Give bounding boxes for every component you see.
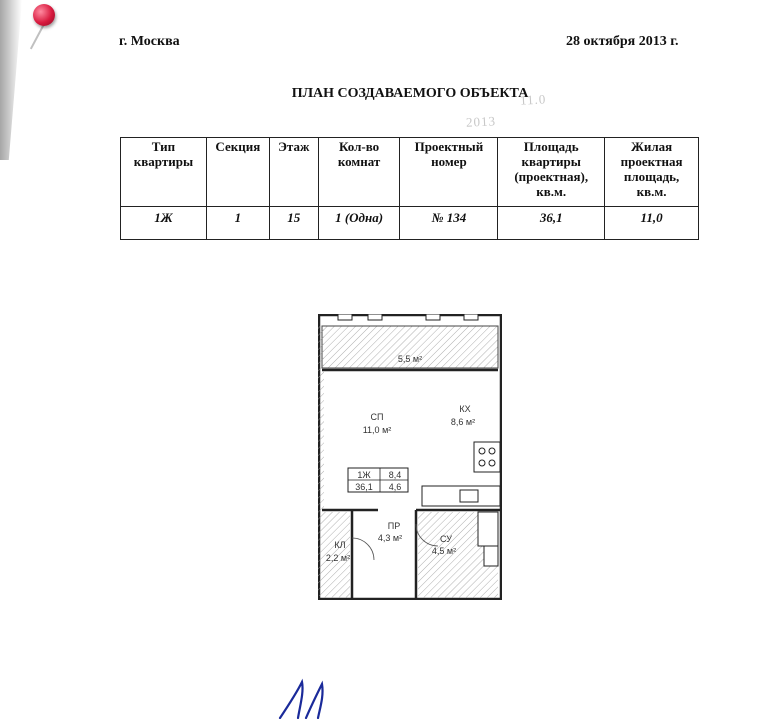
window-4 bbox=[464, 314, 478, 320]
document-date: 28 октября 2013 г. bbox=[566, 34, 679, 49]
hall-area-label: 4,3 м² bbox=[377, 533, 403, 543]
document-title: ПЛАН СОЗДАВАЕМОГО ОБЪЕКТА bbox=[291, 86, 529, 101]
stamp-value-1: 8,4 bbox=[388, 470, 402, 480]
bath-area-label: 4,5 м² bbox=[431, 546, 457, 556]
toilet-icon bbox=[484, 546, 498, 566]
bath-name-label: СУ bbox=[440, 534, 452, 544]
stamp-value-2: 4,6 bbox=[388, 482, 402, 492]
stamp-total: 36,1 bbox=[355, 482, 373, 492]
floor-plan bbox=[318, 314, 502, 600]
storage-area-label: 2,2 м² bbox=[325, 553, 351, 563]
cell-living-area: 11,0 bbox=[605, 207, 699, 240]
city-label: г. Москва bbox=[119, 34, 180, 49]
col-header-total-area: Площадь квартиры (проектная), кв.м. bbox=[498, 138, 605, 207]
signature-mark bbox=[278, 676, 348, 724]
col-header-section: Секция bbox=[206, 138, 269, 207]
window-1 bbox=[338, 314, 352, 320]
window-2 bbox=[368, 314, 382, 320]
bedroom-area-label: 11,0 м² bbox=[362, 425, 392, 435]
cell-project-number: № 134 bbox=[400, 207, 498, 240]
storage-name-label: КЛ bbox=[334, 540, 346, 550]
stamp-type: 1Ж bbox=[357, 470, 371, 480]
ghost-stamp-text: 2013 bbox=[465, 113, 497, 130]
col-header-living-area: Жилая проектная площадь, кв.м. bbox=[605, 138, 699, 207]
hall-name-label: ПР bbox=[387, 521, 401, 531]
cell-rooms: 1 (Одна) bbox=[318, 207, 400, 240]
left-wall-hatch bbox=[318, 326, 324, 596]
kitchen-counter bbox=[422, 486, 500, 506]
window-3 bbox=[426, 314, 440, 320]
table-header-row bbox=[121, 138, 699, 207]
col-header-type: Тип квартиры bbox=[121, 138, 207, 207]
cell-section: 1 bbox=[206, 207, 269, 240]
col-header-rooms: Кол-во комнат bbox=[318, 138, 400, 207]
kitchen-name-label: КХ bbox=[459, 404, 471, 414]
push-pin-icon bbox=[33, 4, 55, 26]
balcony-area-label: 5,5 м² bbox=[397, 354, 423, 364]
table-row bbox=[121, 207, 699, 240]
ghost-stamp-text-2: 11.0 bbox=[519, 91, 547, 108]
col-header-project-number: Проектный номер bbox=[400, 138, 498, 207]
cell-type: 1Ж bbox=[121, 207, 207, 240]
stove-icon bbox=[474, 442, 500, 472]
bedroom-name-label: СП bbox=[370, 412, 384, 422]
apartment-specs-table bbox=[120, 137, 699, 240]
cell-total-area: 36,1 bbox=[498, 207, 605, 240]
bathtub-icon bbox=[478, 512, 498, 546]
cell-floor: 15 bbox=[269, 207, 318, 240]
scan-edge-shadow bbox=[0, 0, 22, 160]
pin-needle bbox=[30, 22, 46, 49]
kitchen-area-label: 8,6 м² bbox=[450, 417, 476, 427]
col-header-floor: Этаж bbox=[269, 138, 318, 207]
